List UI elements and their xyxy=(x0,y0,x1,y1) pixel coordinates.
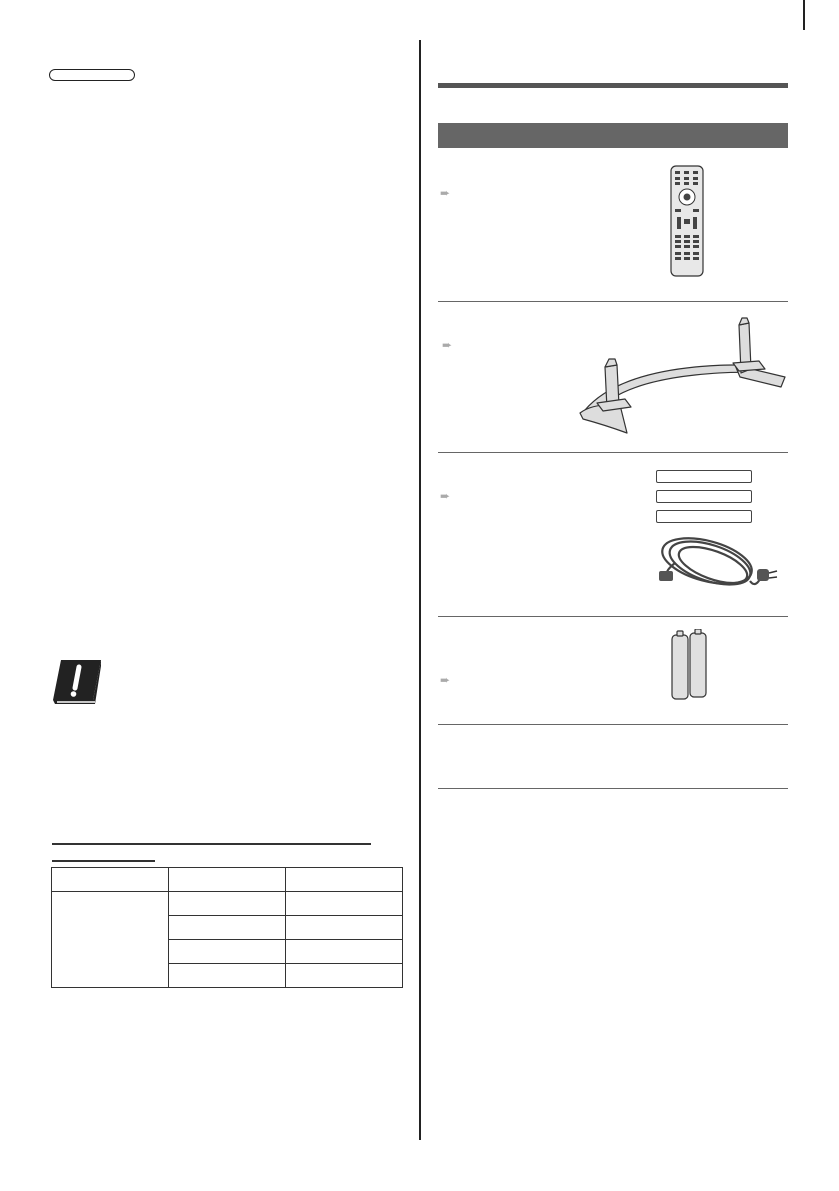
label-box xyxy=(656,470,752,483)
batteries-image xyxy=(670,629,710,701)
pedestal-image xyxy=(575,315,790,437)
accessories-header xyxy=(438,123,788,148)
section-tab-pill xyxy=(49,69,135,81)
table-row xyxy=(52,868,403,892)
label-box xyxy=(656,510,752,523)
right-arrow-icon: ➨ xyxy=(440,673,451,687)
divider-rule xyxy=(438,788,788,789)
right-arrow-icon: ➨ xyxy=(442,338,453,352)
table-cell xyxy=(52,868,169,892)
table-cell xyxy=(286,964,403,988)
mains-lead-image xyxy=(655,533,780,603)
trim-mark xyxy=(803,0,805,30)
divider-rule xyxy=(438,616,788,617)
table-cell xyxy=(286,868,403,892)
table-cell xyxy=(169,964,286,988)
warning-book-icon xyxy=(51,658,103,706)
table-cell xyxy=(286,940,403,964)
divider-rule xyxy=(438,301,788,302)
remote-control-image xyxy=(670,165,704,277)
column-divider xyxy=(419,40,421,1140)
table-cell xyxy=(169,916,286,940)
right-arrow-icon: ➨ xyxy=(440,489,451,503)
table-cell xyxy=(169,940,286,964)
table-cell xyxy=(286,892,403,916)
divider-rule xyxy=(438,724,788,725)
label-box xyxy=(656,490,752,503)
table-cell xyxy=(52,892,169,988)
divider-rule xyxy=(438,452,788,453)
section-heading-bar xyxy=(438,83,788,88)
underline-rule xyxy=(52,860,155,862)
underline-rule xyxy=(52,843,371,845)
table-cell xyxy=(169,868,286,892)
spec-table xyxy=(51,867,403,988)
right-arrow-icon: ➨ xyxy=(440,186,451,200)
table-cell xyxy=(286,916,403,940)
table-row xyxy=(52,892,403,916)
table-cell xyxy=(169,892,286,916)
